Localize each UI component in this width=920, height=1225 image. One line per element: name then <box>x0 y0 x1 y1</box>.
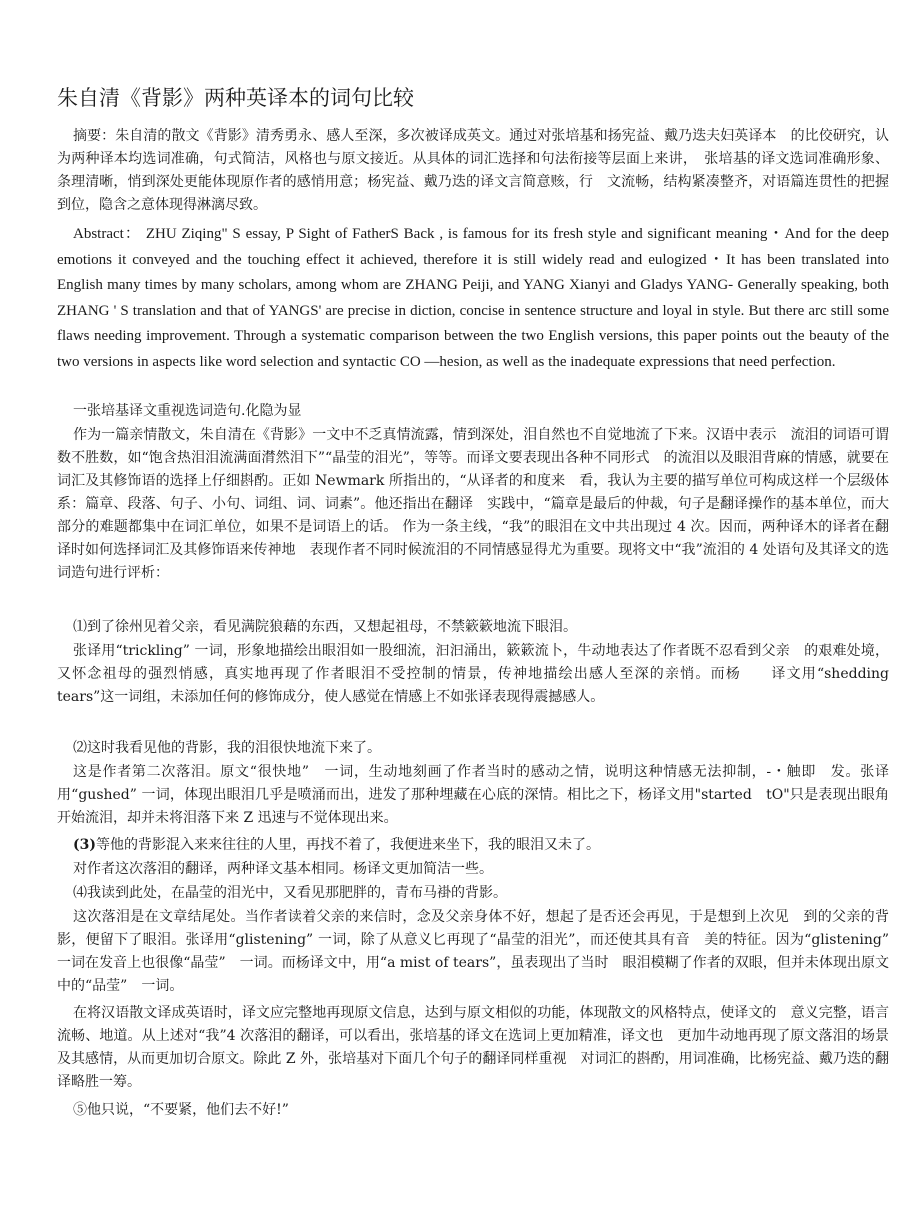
abstract-english: Abstract： ZHU Ziqing" S essay, P Sight of FatherS Back , is famous for its fresh style and significant meaning・And for the deep emotions it conveyed and the touching effect it achieved, therefore it is still widely read and eulogized・It has been translated into English many times by many scholars, among whom are ZHANG Peiji, and YANG Xianyi and Gladys YANG- Generally speaking, both ZHANG ' S translation and that of YANGS' are precise in diction, concise in sentence structure and loyal in style. But there arc still some flaws needing improvement. Through a systematic comparison between the two English versions, this paper points out the beauty of the two versions in aspects like word selection and syntactic CO —hesion, as well as the inadequate expressions that need perfection. <box>57 226 889 370</box>
example-1-analysis: 张译用“trickling” 一词，形象地描绘出眼泪如一股细流，汩汩涌出，簌簌流卜，牛动地表达了作者既不忍看到父亲 的艰难处境，又怀念祖母的强烈悄感，真实地再现了作者眼泪不受控制的情景，传神地描绘出感人至深的亲悄。而杨 译文用“shedding tears”这一词组，未添加任何的修饰成分，使人感觉在情感上不如张译表现得震撼感人。 <box>57 643 889 705</box>
example-2-sentence: ⑵这时我看见他的背影，我的泪很快地流下来了。 <box>73 740 381 756</box>
example-3-text: 等他的背影混入来来往往的人里，再找不着了，我便进来坐下，我的眼泪又未了。 <box>96 837 600 853</box>
page-title: 朱自清《背影》两种英译本的词句比较 <box>57 86 414 110</box>
example-3-sentence <box>57 834 905 857</box>
example-2-analysis: 这是作者第二次落泪。原文“很快地” 一词，生动地刻画了作者当时的感动之情，说明这种情感无法抑制，-・触即 发。张译用“gushed” 一词，体现出眼泪几乎是喷涌而出，进发了那种埋藏在心底的深情。相比之下，杨译文用"started tO"只是表现出眼角开始流泪，却并未将泪落下来 Z 迅速与不觉体现出来。 <box>57 764 889 826</box>
example-3-analysis: 对作者这次落泪的翻译，两种译文基本相同。杨译文更加简洁一些。 <box>73 861 493 877</box>
intro-paragraph: 作为一篇亲情散文，朱自清在《背影》一文中不乏真情流露，情到深处，泪自然也不自觉地流了下来。汉语中表示 流泪的词语可谓数不胜数，如“饱含热泪泪流满面潸然泪下”“晶莹的泪光”，等等。而译文要表现出各种不同形式 的流泪以及眼泪背麻的情感，就要在词汇及其修饰语的选择上仔细斟酌。正如 Newmark 所指出的，“从译者的和度来 看，我认为主要的描写单位可构成这样一个层级体系：篇章、段落、句子、小句、词组、词、词素”。他还指出在翻译 实践中，“篇章是最后的仲裁，句子是翻译操作的基本单位，而大部分的难题都集中在词汇单位，如果不是词语上的话。 作为一条主线，“我”的眼泪在文中共出现过 4 次。因而，两种译木的译者在翻译时如何选择词汇及其修饰语来传神地 表现作者不同时候流泪的不同情感显得尤为重要。现将文中“我”流泪的 4 处语句及其译文的选词造句进行评析： <box>57 427 889 581</box>
example-1-sentence: ⑴到了徐州见着父亲，看见满院狼藉的东西，又想起祖母，不禁簌簌地流下眼泪。 <box>73 619 577 635</box>
abstract-chinese: 摘要：朱自清的散文《背影》清秀勇永、感人至深，多次被译成英文。通过对张培基和扬宪益、戴乃迭夫妇英译本 的比佼研究，认为两种译本均选词准确，句式简洁，风格也与原文接近。从具体的词汇选择和句法衔接等层面上来讲， 张培基的译文选词准确形象、条理清晰，悄到深处更能体现原作者的感悄用意；杨宪益、戴乃迭的译文言简意赅，行 文流畅，结构紧凑整齐，对语篇连贯性的把握到位，隐含之意体现得淋漓尽致。 <box>57 128 889 213</box>
example-3-marker: (3) <box>73 837 96 853</box>
example-4-sentence: ⑷我读到此处，在晶莹的泪光中，又看见那肥胖的，青布马褂的背影。 <box>73 885 507 901</box>
example-4-analysis: 这次落泪是在文章结尾处。当作者读着父亲的来信时，念及父亲身体不好，想起了是否还会再见，于是想到上次见 到的父亲的背影，便留下了眼泪。张译用“glistening” 一词，除了从意义匕再现了“晶莹的泪光”，而还使其具有音 美的特征。因为“glistening” 一词在发音上也很像“晶莹” 一词。而杨译文中，用“a mist of tears”，虽表现出了当时 眼泪模糊了作者的双眼，但并未体现出原文中的“品莹” 一词。 <box>57 909 889 994</box>
summary-paragraph: 在将汉语散文译成英语时，译文应完整地再现原文信息，达到与原文相似的功能，体现散文的风格特点，使译文的 意义完整，语言流畅、地道。从上述对“我”4 次落泪的翻译，可以看出，张培基的译文在选词上更加精准，译文也 更加牛动地再现了原文落泪的场景及其感情，从而更加切合原文。除此 Z 外，张培基对下面几个句子的翻译同样重视 对词汇的斟酌，用词准确，比杨宪益、戴乃迭的翻译略胜一筹。 <box>57 1005 889 1090</box>
section-heading: 一张培基译文重视选词造句.化隐为显 <box>73 403 302 419</box>
example-5-sentence: ⑤他只说，“不要紧，他们去不好!” <box>73 1102 289 1118</box>
